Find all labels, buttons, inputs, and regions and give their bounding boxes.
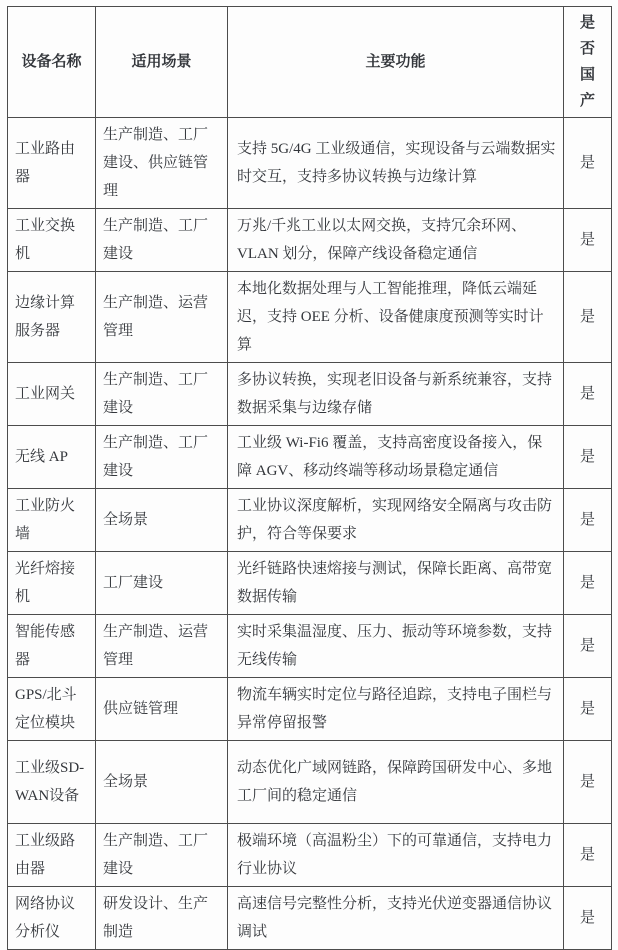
header-domestic [564, 7, 612, 118]
scenario-cell: 生产制造、工厂建设、供应链管理 [96, 118, 228, 209]
scenario-cell: 生产制造、工厂建设 [96, 209, 228, 272]
domestic-cell: 是 [564, 741, 612, 824]
device-name-cell: 工业网关 [8, 363, 96, 426]
domestic-cell: 是 [564, 824, 612, 887]
function-cell: 工业级 Wi-Fi6 覆盖，支持高密度设备接入，保障 AGV、移动终端等移动场景稳定通信 [228, 426, 564, 489]
scenario-cell: 生产制造、运营管理 [96, 272, 228, 363]
domestic-cell: 是 [564, 615, 612, 678]
table-row [8, 678, 612, 741]
function-cell: 极端环境（高温粉尘）下的可靠通信，支持电力行业协议 [228, 824, 564, 887]
function-cell: 支持 5G/4G 工业级通信，实现设备与云端数据实时交互，支持多协议转换与边缘计算 [228, 118, 564, 209]
function-cell: 物流车辆实时定位与路径追踪，支持电子围栏与异常停留报警 [228, 678, 564, 741]
function-cell: 高速信号完整性分析，支持光伏逆变器通信协议调试 [228, 887, 564, 950]
table-row [8, 272, 612, 363]
device-name-cell: 工业级SD-WAN设备 [8, 741, 96, 824]
scenario-cell: 研发设计、生产制造 [96, 887, 228, 950]
device-name-cell: 工业路由器 [8, 118, 96, 209]
table-row [8, 209, 612, 272]
device-name-cell: GPS/北斗定位模块 [8, 678, 96, 741]
device-name-cell: 工业级路由器 [8, 824, 96, 887]
scenario-cell: 生产制造、工厂建设 [96, 824, 228, 887]
table-row [8, 118, 612, 209]
table-row [8, 615, 612, 678]
scenario-cell: 工厂建设 [96, 552, 228, 615]
device-name-cell: 工业防火墙 [8, 489, 96, 552]
table-row [8, 489, 612, 552]
device-name-cell: 无线 AP [8, 426, 96, 489]
domestic-cell: 是 [564, 363, 612, 426]
device-table [7, 6, 612, 950]
header-domestic-label: 是否国产 [579, 15, 595, 109]
domestic-cell: 是 [564, 887, 612, 950]
function-cell: 本地化数据处理与人工智能推理，降低云端延迟，支持 OEE 分析、设备健康度预测等实时计算 [228, 272, 564, 363]
domestic-cell: 是 [564, 552, 612, 615]
header-row [8, 7, 612, 118]
device-name-cell: 工业交换机 [8, 209, 96, 272]
domestic-cell: 是 [564, 678, 612, 741]
scenario-cell: 生产制造、工厂建设 [96, 426, 228, 489]
header-scenario: 适用场景 [96, 7, 228, 118]
device-name-cell: 网络协议分析仪 [8, 887, 96, 950]
scenario-cell: 全场景 [96, 489, 228, 552]
table-body [8, 118, 612, 950]
domestic-cell: 是 [564, 209, 612, 272]
function-cell: 万兆/千兆工业以太网交换，支持冗余环网、VLAN 划分，保障产线设备稳定通信 [228, 209, 564, 272]
scenario-cell: 生产制造、运营管理 [96, 615, 228, 678]
function-cell: 光纤链路快速熔接与测试，保障长距离、高带宽数据传输 [228, 552, 564, 615]
device-name-cell: 光纤熔接机 [8, 552, 96, 615]
scenario-cell: 全场景 [96, 741, 228, 824]
table-row [8, 824, 612, 887]
scenario-cell: 供应链管理 [96, 678, 228, 741]
device-name-cell: 边缘计算服务器 [8, 272, 96, 363]
table-row [8, 741, 612, 824]
header-device-name: 设备名称 [8, 7, 96, 118]
table-row [8, 887, 612, 950]
domestic-cell: 是 [564, 489, 612, 552]
function-cell: 动态优化广域网链路，保障跨国研发中心、多地工厂间的稳定通信 [228, 741, 564, 824]
device-name-cell: 智能传感器 [8, 615, 96, 678]
domestic-cell: 是 [564, 426, 612, 489]
table-row [8, 552, 612, 615]
function-cell: 实时采集温湿度、压力、振动等环境参数，支持无线传输 [228, 615, 564, 678]
domestic-cell: 是 [564, 118, 612, 209]
domestic-cell: 是 [564, 272, 612, 363]
table-row [8, 426, 612, 489]
function-cell: 工业协议深度解析，实现网络安全隔离与攻击防护，符合等保要求 [228, 489, 564, 552]
scenario-cell: 生产制造、工厂建设 [96, 363, 228, 426]
header-function: 主要功能 [228, 7, 564, 118]
table-row [8, 363, 612, 426]
function-cell: 多协议转换，实现老旧设备与新系统兼容，支持数据采集与边缘存储 [228, 363, 564, 426]
